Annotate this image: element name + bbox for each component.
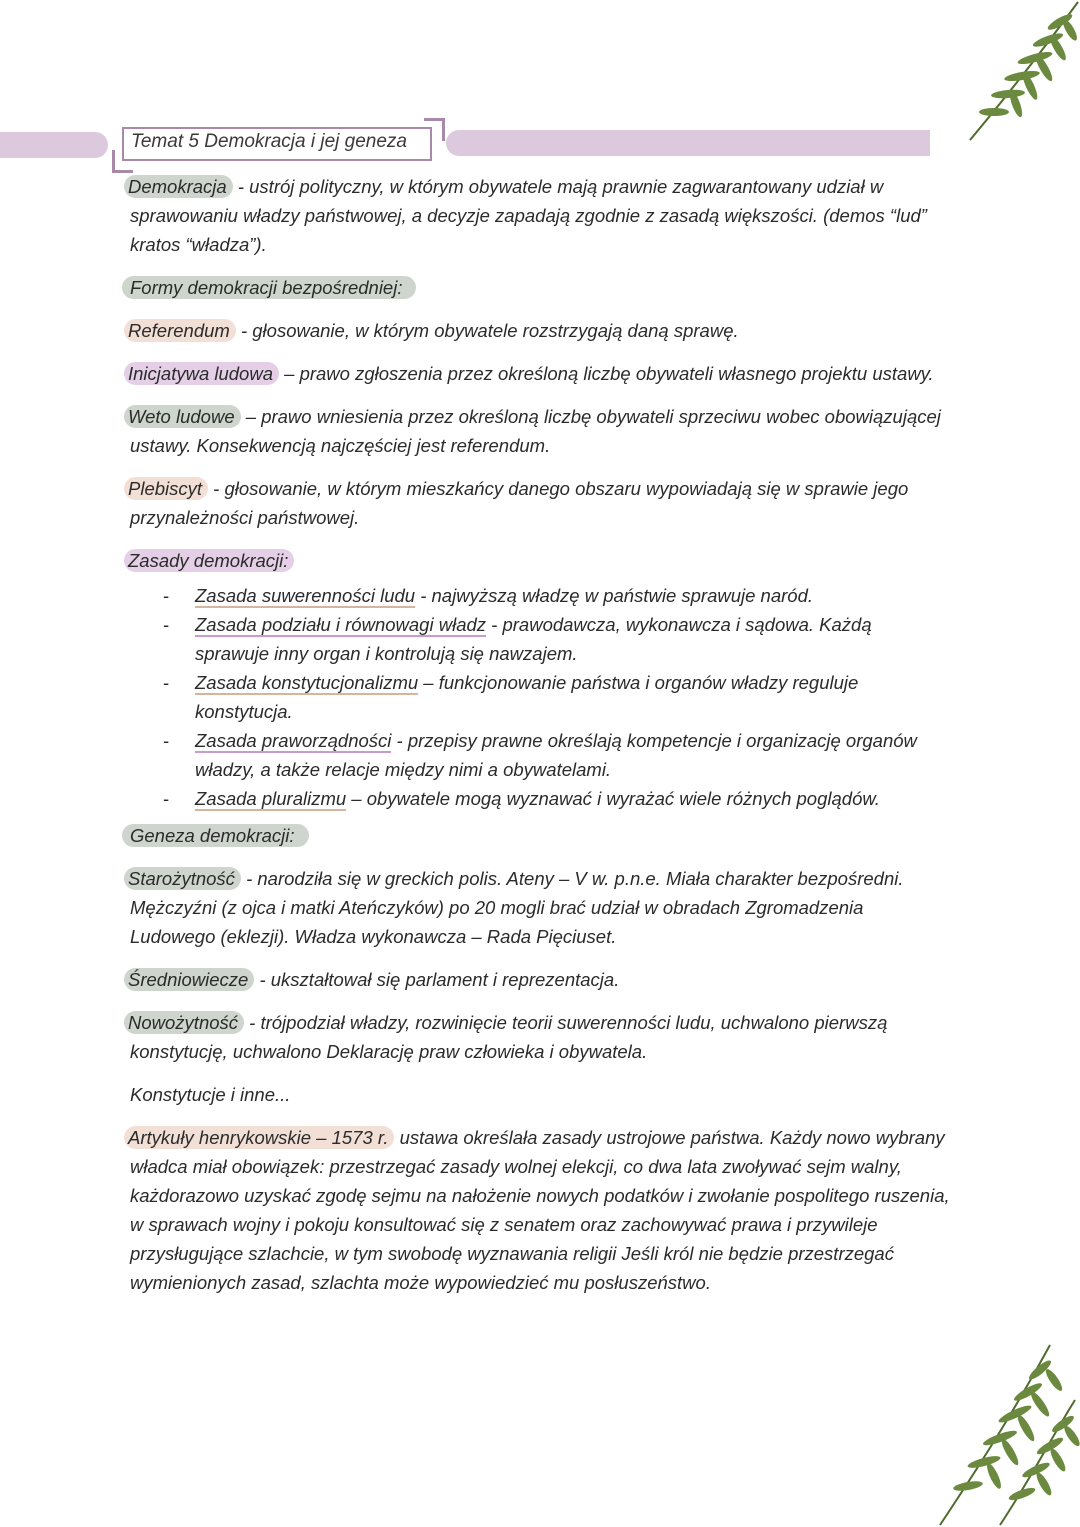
principle-text: – obywatele mogą wyznawać i wyrażać wiele różnych poglądów. (346, 788, 880, 809)
principle-term: Zasada praworządności (195, 730, 392, 751)
term-highlight: Inicjatywa ludowa (124, 362, 279, 385)
form-description: - głosowanie, w którym mieszkańcy danego obszaru wypowiadają się w sprawie jego przynależności państwowej. (130, 478, 909, 528)
form-item (130, 359, 950, 388)
section-heading (130, 821, 950, 850)
list-item (195, 784, 950, 813)
principle-text: - przepisy prawne określają kompetencje i organizację organów władzy, a także relacje między nimi a obywatelami. (195, 730, 917, 780)
fern-bottom-right-icon (880, 1340, 1080, 1527)
term-highlight: Plebiscyt (124, 477, 208, 500)
section-heading-label: Formy demokracji bezpośredniej: (122, 276, 416, 299)
principle-text: - prawodawcza, wykonawcza i sądowa. Każdą sprawuje inny organ i kontrolują się nawzajem. (195, 614, 872, 664)
definition-paragraph (130, 172, 950, 259)
form-description: - głosowanie, w którym obywatele rozstrzygają daną sprawę. (235, 320, 739, 341)
principle-term: Zasada konstytucjonalizmu (195, 672, 419, 693)
form-item (130, 402, 950, 460)
list-item (195, 668, 950, 726)
genesis-item (130, 1008, 950, 1066)
section-heading-label: Zasady demokracji: (124, 549, 294, 572)
principle-term: Zasada pluralizmu (195, 788, 347, 809)
list-item (195, 610, 950, 668)
notes-body (130, 172, 950, 1311)
genesis-item (130, 864, 950, 951)
form-item (130, 316, 950, 345)
form-item (130, 474, 950, 532)
section-heading (130, 273, 950, 302)
term-highlight: Demokracja (124, 175, 233, 198)
header-bar-left (0, 132, 108, 158)
list-item (195, 726, 950, 784)
genesis-description: - ukształtował się parlament i reprezentacja. (254, 969, 620, 990)
constitutions-heading: Konstytucje i inne... (130, 1084, 291, 1105)
section-heading (130, 546, 950, 575)
principle-text: - najwyższą władzę w państwie sprawuje naród. (415, 585, 814, 606)
term-highlight: Referendum (124, 319, 236, 342)
term-highlight: Starożytność (124, 867, 241, 890)
term-highlight: Artykuły henrykowskie – 1573 r. (124, 1126, 394, 1149)
principle-text: – funkcjonowanie państwa i organów władzy reguluje konstytucja. (195, 672, 859, 722)
articles-description: ustawa określała zasady ustrojowe państwa. Każdy nowo wybrany władca miał obowiązek: przestrzegać zasady wolnej elekcji, co dwa lata zwoływać sejm walny, każdorazowo uzyskać zgodę sejmu na nałożenie nowych podatków i zwołanie pospolitego ruszenia, w sprawach wojny i pokoju konsultować się z senatem oraz zachowywać prawa i przywileje przysługujące szlachcie, w tym swobodę wyznawania religii Jeśli król nie będzie przestrzegać wymienionych zasad, szlachta może wypowiedzieć mu posłuszeństwo. (130, 1127, 950, 1293)
genesis-description: - trójpodział władzy, rozwinięcie teorii suwerenności ludu, uchwalono pierwszą konstytucję, uchwalono Deklarację praw człowieka i obywatela. (130, 1012, 888, 1062)
section-heading-label: Geneza demokracji: (122, 824, 309, 847)
header-bar-right (446, 130, 930, 156)
principle-term: Zasada podziału i równowagi władz (195, 614, 487, 635)
definition-text: - ustrój polityczny, w którym obywatele mają prawnie zagwarantowany udział w sprawowaniu władzy państwowej, a decyzje zapadają zgodnie z zasadą większości. (demos “lud” kratos “władza”). (130, 176, 927, 255)
term-highlight: Weto ludowe (124, 405, 241, 428)
principle-term: Zasada suwerenności ludu (195, 585, 416, 606)
fern-top-right-icon (930, 0, 1080, 150)
form-description: – prawo wniesienia przez określoną liczbę obywateli sprzeciwu wobec obowiązującej ustawy. Konsekwencją najczęściej jest referendum. (130, 406, 941, 456)
term-highlight: Średniowiecze (124, 968, 254, 991)
list-item (195, 581, 950, 610)
genesis-description: - narodziła się w greckich polis. Ateny – V w. p.n.e. Miała charakter bezpośredni. Mężczyźni (z ojca i matki Ateńczyków) po 20 mogli brać udział w obradach Zgromadzenia Ludowego (eklezji). Władza wykonawcza – Rada Pięciuset. (130, 868, 904, 947)
form-description: – prawo zgłoszenia przez określoną liczbę obywateli własnego projektu ustawy. (279, 363, 934, 384)
term-highlight: Nowożytność (124, 1011, 244, 1034)
genesis-item (130, 965, 950, 994)
page-title: Temat 5 Demokracja i jej geneza (131, 131, 407, 152)
articles-paragraph (130, 1123, 950, 1297)
principles-list (130, 581, 950, 813)
